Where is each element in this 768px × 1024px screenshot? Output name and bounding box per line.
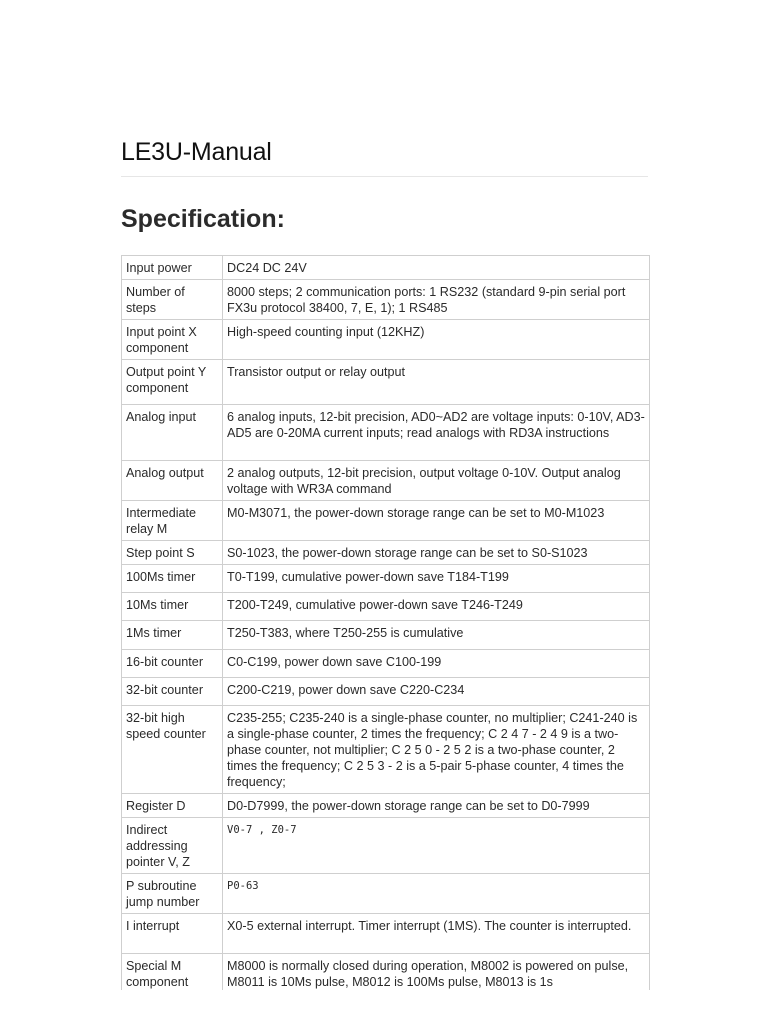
table-row (122, 874, 650, 914)
table-row (122, 794, 650, 818)
spec-value: T250-T383, where T250-255 is cumulative (223, 621, 650, 650)
spec-label: Indirect addressing pointer V, Z (122, 818, 223, 874)
spec-value: X0-5 external interrupt. Timer interrupt (1MS). The counter is interrupted. (223, 914, 650, 954)
spec-value: P0-63 (223, 874, 650, 914)
spec-value: 6 analog inputs, 12-bit precision, AD0~AD2 are voltage inputs: 0-10V, AD3-AD5 are 0-20MA current inputs; read analogs with RD3A instructions (223, 405, 650, 461)
table-row (122, 593, 650, 621)
spec-label: Analog output (122, 461, 223, 501)
spec-label: 32-bit counter (122, 678, 223, 706)
spec-value: 2 analog outputs, 12-bit precision, output voltage 0-10V. Output analog voltage with WR3A command (223, 461, 650, 501)
spec-label: Register D (122, 794, 223, 818)
table-row (122, 360, 650, 405)
table-row (122, 461, 650, 501)
spec-value: S0-1023, the power-down storage range can be set to S0-S1023 (223, 541, 650, 565)
table-row (122, 501, 650, 541)
spec-value: Transistor output or relay output (223, 360, 650, 405)
spec-label: Input point X component (122, 320, 223, 360)
title-divider (121, 176, 648, 177)
spec-label: Output point Y component (122, 360, 223, 405)
section-heading: Specification: (121, 205, 285, 233)
table-row (122, 914, 650, 954)
spec-value: C0-C199, power down save C100-199 (223, 650, 650, 678)
spec-value: DC24 DC 24V (223, 256, 650, 280)
table-row (122, 565, 650, 593)
table-row (122, 280, 650, 320)
spec-label: 10Ms timer (122, 593, 223, 621)
spec-label: Number of steps (122, 280, 223, 320)
spec-value: C235-255; C235-240 is a single-phase counter, no multiplier; C241-240 is a single-phase counter, 2 times the frequency; C 2 4 7 - 2 4 9 is a two-phase counter, not multiplier; C 2 5 0 - 2 5 2 is a two-phase counter, 2 times the frequency; C 2 5 3 - 2 is a 5-pair 5-phase counter, 4 times the frequency; (223, 706, 650, 794)
table-row (122, 256, 650, 280)
spec-value: T0-T199, cumulative power-down save T184-T199 (223, 565, 650, 593)
spec-label: Analog input (122, 405, 223, 461)
table-row (122, 405, 650, 461)
table-row (122, 706, 650, 794)
spec-value: V0-7 , Z0-7 (223, 818, 650, 874)
spec-label: Step point S (122, 541, 223, 565)
table-row (122, 818, 650, 874)
spec-value: C200-C219, power down save C220-C234 (223, 678, 650, 706)
spec-label: I interrupt (122, 914, 223, 954)
spec-label: 32-bit high speed counter (122, 706, 223, 794)
spec-label: Intermediate relay M (122, 501, 223, 541)
spec-value: D0-D7999, the power-down storage range can be set to D0-7999 (223, 794, 650, 818)
spec-label: P subroutine jump number (122, 874, 223, 914)
spec-value: High-speed counting input (12KHZ) (223, 320, 650, 360)
table-row (122, 541, 650, 565)
table-row (122, 678, 650, 706)
spec-label: 100Ms timer (122, 565, 223, 593)
spec-value: T200-T249, cumulative power-down save T246-T249 (223, 593, 650, 621)
spec-label: 16-bit counter (122, 650, 223, 678)
spec-value: M8000 is normally closed during operation, M8002 is powered on pulse, M8011 is 10Ms pulse, M8012 is 100Ms pulse, M8013 is 1s (223, 954, 650, 1002)
table-row (122, 621, 650, 650)
spec-label: Input power (122, 256, 223, 280)
specification-table (121, 255, 650, 1002)
spec-label: 1Ms timer (122, 621, 223, 650)
spec-value: 8000 steps; 2 communication ports: 1 RS232 (standard 9-pin serial port FX3u protocol 38400, 7, E, 1); 1 RS485 (223, 280, 650, 320)
spec-value: M0-M3071, the power-down storage range can be set to M0-M1023 (223, 501, 650, 541)
page-bottom-margin (0, 990, 768, 1024)
table-row (122, 320, 650, 360)
spec-label: Special M component (122, 954, 223, 1002)
table-row (122, 650, 650, 678)
document-title: LE3U-Manual (121, 138, 272, 166)
